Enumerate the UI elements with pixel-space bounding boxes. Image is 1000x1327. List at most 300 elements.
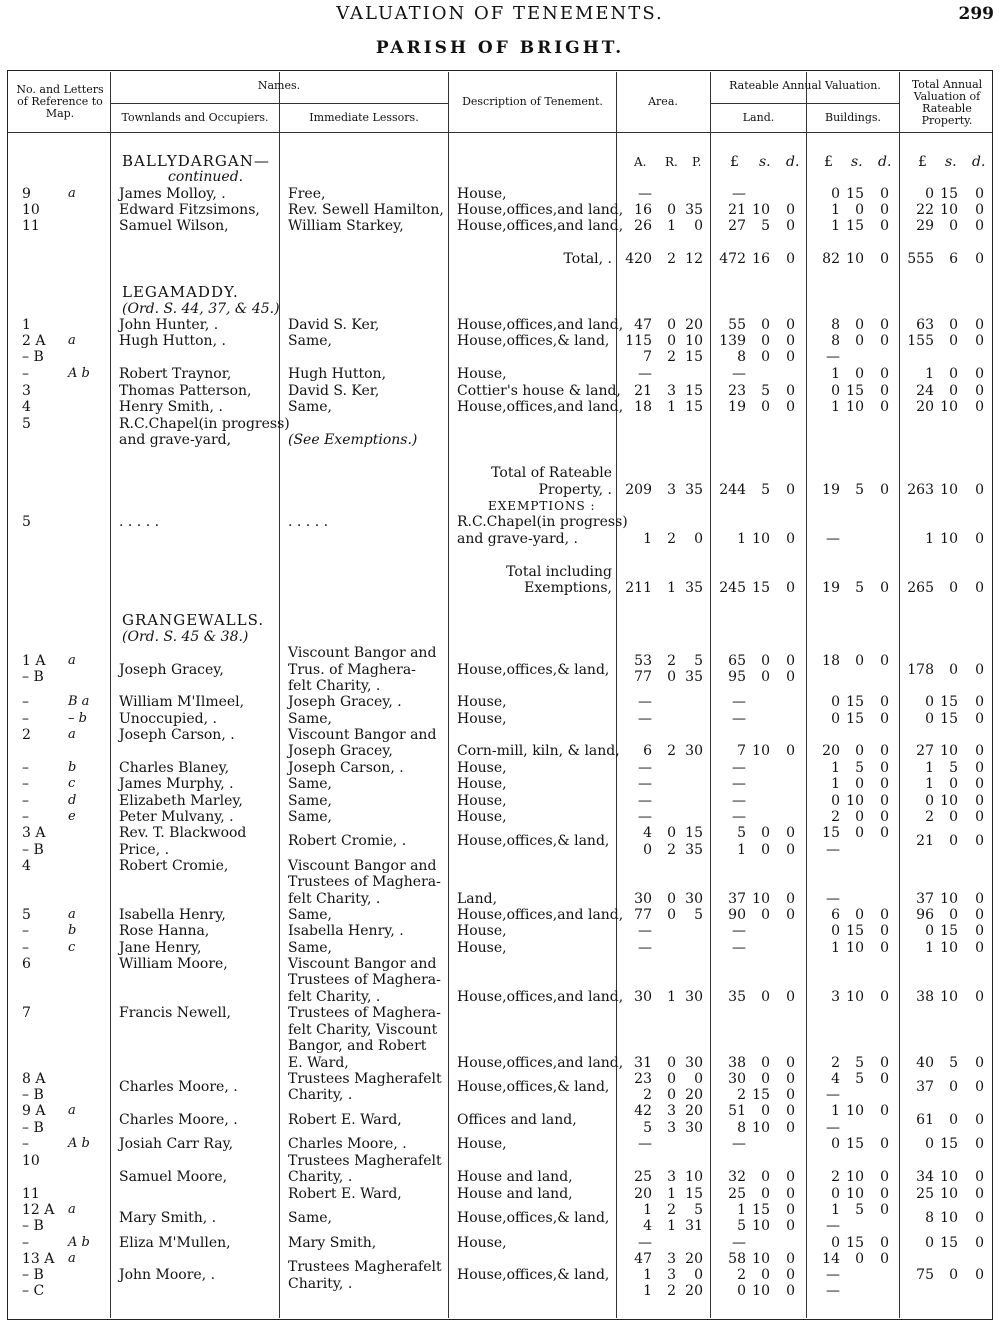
land-value: 0 <box>761 317 770 333</box>
bld-value: 0 <box>831 711 840 727</box>
description: House, <box>457 694 507 710</box>
tot-value: 37 <box>916 1079 934 1095</box>
area-value: 209 <box>625 482 652 498</box>
unit-label: s. <box>945 154 957 170</box>
bld-value: 20 <box>822 743 840 759</box>
land-value: 0 <box>786 743 795 759</box>
tot-value: 0 <box>949 662 958 678</box>
area-value: 25 <box>634 1169 652 1185</box>
bld-value: — <box>826 1087 840 1103</box>
area-value: 20 <box>634 1186 652 1202</box>
map-ref: 8 A <box>22 1071 46 1087</box>
description: Exemptions, <box>524 580 612 596</box>
map-ref: 1 <box>22 317 31 333</box>
description: and grave-yard, . <box>457 531 578 547</box>
tot-value: 0 <box>975 366 984 382</box>
lessor-name: Charles Moore, . <box>288 1136 407 1152</box>
area-value: 1 <box>667 989 676 1005</box>
map-ref: – B <box>22 1087 44 1103</box>
tot-value: 0 <box>975 743 984 759</box>
bld-value: 6 <box>831 907 840 923</box>
area-value: 1 <box>643 531 652 547</box>
area-value: 7 <box>643 349 652 365</box>
tot-value: 0 <box>975 580 984 596</box>
bld-value: — <box>826 891 840 907</box>
land-value: 0 <box>761 349 770 365</box>
occupier-name: Charles Moore, . <box>119 1079 238 1095</box>
map-ref-letter: B a <box>68 694 90 709</box>
land-value: 10 <box>752 743 770 759</box>
tot-value: 15 <box>940 711 958 727</box>
lessor-name: William Starkey, <box>288 218 404 234</box>
area-value: 10 <box>685 1169 703 1185</box>
bld-value: 0 <box>880 218 889 234</box>
area-value: 0 <box>667 333 676 349</box>
lessor-name: David S. Ker, <box>288 317 380 333</box>
lessor-name: Same, <box>288 399 332 415</box>
bld-value: 15 <box>846 218 864 234</box>
occupier-name: Joseph Carson, . <box>119 727 235 743</box>
tot-value: 61 <box>916 1112 934 1128</box>
description: Cottier's house & land, <box>457 383 621 399</box>
lessor-name: Same, <box>288 776 332 792</box>
description: House, <box>457 1136 507 1152</box>
map-ref-letter: a <box>68 333 76 348</box>
map-ref: – B <box>22 1267 44 1283</box>
bld-value: 0 <box>831 1136 840 1152</box>
tot-value: 0 <box>949 833 958 849</box>
occupier-name: Unoccupied, . <box>119 711 217 727</box>
area-value: 3 <box>667 1251 676 1267</box>
bld-value: — <box>826 1218 840 1234</box>
bld-value: 10 <box>846 1186 864 1202</box>
description: House, <box>457 923 507 939</box>
lessor-name: Isabella Henry, . <box>288 923 404 939</box>
tot-value: 0 <box>975 793 984 809</box>
bld-value: 1 <box>831 366 840 382</box>
area-value: 0 <box>643 842 652 858</box>
bld-value: 0 <box>880 1235 889 1251</box>
tot-value: 0 <box>975 1169 984 1185</box>
header-bottom-rule <box>8 132 992 133</box>
bld-value: 0 <box>880 1251 889 1267</box>
tot-value: 1 <box>925 776 934 792</box>
land-value: 245 <box>719 580 746 596</box>
land-value: 5 <box>761 383 770 399</box>
bld-value: 5 <box>855 760 864 776</box>
area-value: — <box>638 809 652 825</box>
tot-value: 38 <box>916 989 934 1005</box>
lessor-name: felt Charity, . <box>288 891 381 907</box>
land-value: — <box>732 1235 746 1251</box>
page-number: 299 <box>958 4 994 24</box>
tot-value: 0 <box>949 218 958 234</box>
bld-value: 0 <box>855 653 864 669</box>
description: Property, . <box>538 482 612 498</box>
bld-value: 0 <box>880 776 889 792</box>
tot-value: 10 <box>940 940 958 956</box>
area-value: 53 <box>634 653 652 669</box>
area-value: 2 <box>667 743 676 759</box>
map-ref: – <box>22 711 29 727</box>
tot-value: 2 <box>925 809 934 825</box>
bld-value: 1 <box>831 218 840 234</box>
land-value: 0 <box>761 825 770 841</box>
bld-value: — <box>826 349 840 365</box>
description: R.C.Chapel(in progress) <box>457 514 628 530</box>
area-value: 5 <box>643 1120 652 1136</box>
land-value: 0 <box>761 1186 770 1202</box>
tot-value: 0 <box>975 1079 984 1095</box>
tot-value: 0 <box>975 1235 984 1251</box>
area-value: 3 <box>667 1120 676 1136</box>
area-value: — <box>638 694 652 710</box>
unit-label: P. <box>692 155 702 169</box>
land-value: 5 <box>761 482 770 498</box>
bld-value: 10 <box>846 940 864 956</box>
description: House,offices,and land, <box>457 989 624 1005</box>
bld-value: 15 <box>822 825 840 841</box>
unit-label: R. <box>665 155 678 169</box>
land-value: 0 <box>786 531 795 547</box>
land-value: 0 <box>786 653 795 669</box>
description: House,offices,& land, <box>457 1267 610 1283</box>
lessor-name: Mary Smith, <box>288 1235 377 1251</box>
land-value: 0 <box>737 1283 746 1299</box>
col-rule <box>279 72 280 1318</box>
land-value: 10 <box>752 891 770 907</box>
occupier-name: James Molloy, . <box>119 186 226 202</box>
bld-value: 15 <box>846 186 864 202</box>
occupier-name: Charles Moore, . <box>119 1112 238 1128</box>
tot-value: 0 <box>975 907 984 923</box>
tot-value: 22 <box>916 202 934 218</box>
land-value: 0 <box>786 1267 795 1283</box>
land-value: 90 <box>728 907 746 923</box>
tot-value: 0 <box>975 940 984 956</box>
map-ref: 4 <box>22 399 31 415</box>
area-value: 30 <box>685 989 703 1005</box>
map-ref: 13 A <box>22 1251 55 1267</box>
map-ref: 11 <box>22 218 40 234</box>
tot-value: 0 <box>949 317 958 333</box>
tot-value: 0 <box>925 793 934 809</box>
lessor-name: Robert Cromie, . <box>288 833 407 849</box>
tot-value: 5 <box>949 760 958 776</box>
tot-value: 0 <box>925 694 934 710</box>
area-value: — <box>638 760 652 776</box>
map-ref: 11 <box>22 1186 40 1202</box>
land-value: 0 <box>786 383 795 399</box>
bld-value: 8 <box>831 333 840 349</box>
bld-value: 0 <box>880 989 889 1005</box>
area-value: 10 <box>685 333 703 349</box>
map-ref: – <box>22 940 29 956</box>
area-value: — <box>638 940 652 956</box>
header-land: Land. <box>742 111 775 124</box>
map-ref-letter: d <box>68 793 77 808</box>
area-value: 35 <box>685 842 703 858</box>
bld-value: — <box>826 842 840 858</box>
land-value: 0 <box>786 907 795 923</box>
land-value: 55 <box>728 317 746 333</box>
bld-value: 1 <box>831 776 840 792</box>
bld-value: 0 <box>855 907 864 923</box>
map-ref: 4 <box>22 858 31 874</box>
tot-value: 15 <box>940 694 958 710</box>
area-value: 1 <box>643 1267 652 1283</box>
land-value: 0 <box>761 653 770 669</box>
land-value: 16 <box>752 251 770 267</box>
lessor-name: felt Charity, Viscount <box>288 1022 438 1038</box>
land-value: 0 <box>761 842 770 858</box>
land-value: — <box>732 923 746 939</box>
tot-value: 0 <box>975 776 984 792</box>
lessor-name: felt Charity, . <box>288 678 381 694</box>
tot-value: 0 <box>925 711 934 727</box>
land-value: 51 <box>728 1103 746 1119</box>
description: Total, . <box>563 251 612 267</box>
description: Total including <box>506 564 612 580</box>
unit-label: d. <box>878 154 892 170</box>
occupier-name: William Moore, <box>119 956 228 972</box>
land-value: 35 <box>728 989 746 1005</box>
area-value: 0 <box>694 1267 703 1283</box>
occupier-name: Samuel Wilson, <box>119 218 229 234</box>
area-value: 2 <box>667 531 676 547</box>
land-value: 58 <box>728 1251 746 1267</box>
occupier-name: Eliza M'Mullen, <box>119 1235 231 1251</box>
area-value: 0 <box>694 218 703 234</box>
map-ref: 5 <box>22 416 31 432</box>
bld-value: 0 <box>831 1186 840 1202</box>
tot-value: 0 <box>975 891 984 907</box>
land-value: 10 <box>752 1218 770 1234</box>
land-value: 0 <box>761 1267 770 1283</box>
occupier-name: R.C.Chapel(in progress) <box>119 416 290 432</box>
area-value: 21 <box>634 383 652 399</box>
land-value: 10 <box>752 1120 770 1136</box>
tot-value: 0 <box>975 923 984 939</box>
lessor-name: Charity, . <box>288 1087 353 1103</box>
bld-value: 0 <box>831 186 840 202</box>
bld-value: 0 <box>880 202 889 218</box>
land-value: 0 <box>761 989 770 1005</box>
header-buildings: Buildings. <box>824 111 882 124</box>
tot-value: 15 <box>940 1235 958 1251</box>
occupier-name: Josiah Carr Ray, <box>119 1136 234 1152</box>
bld-value: 15 <box>846 383 864 399</box>
area-value: 0 <box>667 1087 676 1103</box>
bld-value: 0 <box>880 653 889 669</box>
area-value: 18 <box>634 399 652 415</box>
bld-value: 0 <box>855 809 864 825</box>
map-ref: 5 <box>22 907 31 923</box>
tot-value: 1 <box>925 366 934 382</box>
col-rule <box>110 72 111 1318</box>
lessor-name: Same, <box>288 940 332 956</box>
exemptions-heading: EXEMPTIONS : <box>488 499 596 513</box>
tot-value: 15 <box>940 923 958 939</box>
bld-value: 0 <box>880 809 889 825</box>
description: Total of Rateable <box>491 465 612 481</box>
description: House, <box>457 809 507 825</box>
tot-value: 10 <box>940 399 958 415</box>
lessor-name: Same, <box>288 333 332 349</box>
land-value: 0 <box>786 202 795 218</box>
area-value: 0 <box>667 202 676 218</box>
tot-value: 5 <box>949 1055 958 1071</box>
map-ref: 2 A <box>22 333 46 349</box>
area-value: — <box>638 1136 652 1152</box>
land-value: 0 <box>786 1087 795 1103</box>
townland-heading: GRANGEWALLS. <box>122 611 265 629</box>
occupier-name: Thomas Patterson, <box>119 383 252 399</box>
land-value: 0 <box>761 1055 770 1071</box>
tot-value: 0 <box>975 1112 984 1128</box>
bld-value: 1 <box>831 202 840 218</box>
lessor-name: E. Ward, <box>288 1055 349 1071</box>
tot-value: 10 <box>940 793 958 809</box>
area-value: 47 <box>634 317 652 333</box>
land-value: 1 <box>737 531 746 547</box>
bld-value: 10 <box>846 989 864 1005</box>
area-value: — <box>638 186 652 202</box>
lessor-name: Joseph Gracey, <box>288 743 393 759</box>
bld-value: 1 <box>831 1103 840 1119</box>
bld-value: 15 <box>846 1136 864 1152</box>
land-value: 8 <box>737 1120 746 1136</box>
map-ref: 5 <box>22 514 31 530</box>
area-value: 30 <box>685 1055 703 1071</box>
bld-value: 0 <box>880 366 889 382</box>
header-ref: No. and Letters of Reference to Map. <box>16 83 104 120</box>
occupier-name: Elizabeth Marley, <box>119 793 243 809</box>
bld-value: 0 <box>880 793 889 809</box>
map-ref: 1 A <box>22 653 46 669</box>
tot-value: 0 <box>975 711 984 727</box>
area-value: 15 <box>685 383 703 399</box>
map-ref-letter: a <box>68 1202 76 1217</box>
occupier-name: John Hunter, . <box>119 317 219 333</box>
tot-value: 10 <box>940 891 958 907</box>
area-value: 35 <box>685 669 703 685</box>
land-value: 0 <box>786 891 795 907</box>
occupier-name: Peter Mulvany, . <box>119 809 234 825</box>
area-value: — <box>638 1235 652 1251</box>
map-ref-letter: a <box>68 186 76 201</box>
tot-value: 10 <box>940 202 958 218</box>
area-value: 0 <box>667 891 676 907</box>
bld-value: 5 <box>855 580 864 596</box>
bld-value: 0 <box>880 1202 889 1218</box>
bld-value: 10 <box>846 793 864 809</box>
land-value: 10 <box>752 1251 770 1267</box>
map-ref: 3 <box>22 383 31 399</box>
occupier-name: Mary Smith, . <box>119 1210 217 1226</box>
tot-value: 0 <box>925 1136 934 1152</box>
area-value: 3 <box>667 1169 676 1185</box>
bld-value: 15 <box>846 1235 864 1251</box>
map-ref: 9 A <box>22 1103 46 1119</box>
bld-value: 4 <box>831 1071 840 1087</box>
tot-value: 0 <box>925 923 934 939</box>
bld-value: 0 <box>855 743 864 759</box>
area-value: 35 <box>685 202 703 218</box>
tot-value: 0 <box>949 383 958 399</box>
land-value: 0 <box>786 825 795 841</box>
occupier-name: Joseph Gracey, <box>119 662 224 678</box>
bld-value: 0 <box>855 202 864 218</box>
tot-value: 0 <box>949 1079 958 1095</box>
bld-value: 2 <box>831 1169 840 1185</box>
land-value: 32 <box>728 1169 746 1185</box>
unit-label: £ <box>824 154 833 170</box>
tot-value: 34 <box>916 1169 934 1185</box>
bld-value: 14 <box>822 1251 840 1267</box>
land-value: 15 <box>752 1087 770 1103</box>
header-rateable: Rateable Annual Valuation. <box>729 79 881 92</box>
land-value: 0 <box>786 1202 795 1218</box>
unit-label: £ <box>730 154 739 170</box>
land-value: 0 <box>761 1169 770 1185</box>
bld-value: — <box>826 531 840 547</box>
land-value: 8 <box>737 349 746 365</box>
tot-value: 0 <box>925 1235 934 1251</box>
header-names: Names. <box>257 79 301 92</box>
land-value: 30 <box>728 1071 746 1087</box>
tot-value: 0 <box>975 989 984 1005</box>
map-ref-letter: A b <box>68 1235 90 1250</box>
bld-value: 0 <box>855 825 864 841</box>
bld-value: 1 <box>831 1202 840 1218</box>
unit-label: d. <box>786 154 800 170</box>
land-value: 38 <box>728 1055 746 1071</box>
lessor-name: Hugh Hutton, <box>288 366 387 382</box>
bld-value: 0 <box>880 1169 889 1185</box>
land-value: 37 <box>728 891 746 907</box>
land-value: 10 <box>752 531 770 547</box>
bld-value: 0 <box>880 399 889 415</box>
bld-value: 0 <box>880 825 889 841</box>
occupier-name: Price, . <box>119 842 170 858</box>
description: House,offices,& land, <box>457 1079 610 1095</box>
land-value: 0 <box>786 1186 795 1202</box>
tot-value: 75 <box>916 1267 934 1283</box>
area-value: 2 <box>667 842 676 858</box>
land-value: 0 <box>786 1218 795 1234</box>
lessor-name: Viscount Bangor and <box>288 727 437 743</box>
lessor-name: Same, <box>288 711 332 727</box>
tot-value: 265 <box>907 580 934 596</box>
area-value: 5 <box>694 653 703 669</box>
tot-value: 0 <box>975 186 984 202</box>
area-value: 15 <box>685 1186 703 1202</box>
bld-value: 0 <box>855 776 864 792</box>
map-ref-letter: c <box>68 776 76 791</box>
bld-value: 0 <box>880 317 889 333</box>
townland-heading: LEGAMADDY. <box>122 283 239 301</box>
bld-value: 0 <box>855 333 864 349</box>
tot-value: 0 <box>975 202 984 218</box>
occupier-name: Robert Cromie, <box>119 858 229 874</box>
tot-value: 24 <box>916 383 934 399</box>
tot-value: 0 <box>975 833 984 849</box>
bld-value: 82 <box>822 251 840 267</box>
map-ref: – B <box>22 842 44 858</box>
tot-value: 155 <box>907 333 934 349</box>
description: House, <box>457 793 507 809</box>
